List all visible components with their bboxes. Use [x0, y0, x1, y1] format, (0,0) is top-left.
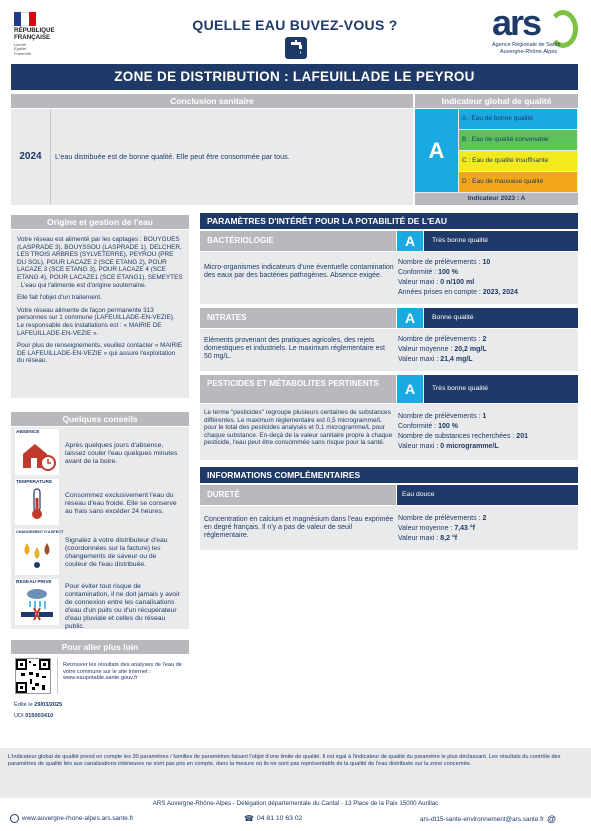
bacterio-title: BACTÉRIOLOGIE [200, 231, 396, 251]
durete-desc: Concentration en calcium et magnésium dans l'eau exprimée en degré français. Il n'y a pas de valeur de seuil réglementaire. [204, 516, 394, 540]
bacterio-desc: Micro-organismes indicateurs d'une éventuelle contamination des eaux par des bactéries pathogènes. Absence exigée. [204, 264, 394, 280]
motto-2: Égalité [14, 46, 27, 52]
metric-row: Valeur maxi : 21,4 mg/L [398, 356, 473, 363]
nitrates-grade-label: Bonne qualité [424, 308, 578, 328]
conseil-temperature [15, 479, 187, 527]
pipe-icon: RESEAU PRIVE [15, 579, 59, 625]
global-grade: A [415, 109, 458, 192]
origine-p3: Votre réseau alimente de façon permanente 313 personnes sur 1 commune (LAFEUILLADE-EN-VEZIE). Le responsable des installations est : « MAIRIE DE LAFEUILLADE-EN-VEZIE ». [17, 306, 175, 337]
indicator-box [415, 109, 578, 205]
globe-icon [10, 814, 19, 823]
bacterio-body [200, 252, 578, 304]
nitrates-metrics [398, 335, 576, 365]
legend-d: D : Eau de mauvaise qualité [459, 172, 577, 192]
parametres-header: PARAMÈTRES D'INTÉRÊT POUR LA POTABILITÉ DE L'EAU [200, 213, 578, 229]
pesticides-grade: A [397, 375, 423, 403]
metric-row: Valeur moyenne : 7,43 °f [398, 525, 476, 532]
metric-row: Valeur maxi : 0 n/100 ml [398, 279, 475, 286]
republique-line2: FRANÇAISE [14, 33, 51, 41]
plus-loin-box [11, 656, 189, 696]
infos-header: INFORMATIONS COMPLÉMENTAIRES [200, 467, 578, 483]
pesticides-title: PESTICIDES ET MÉTABOLITES PERTINENTS [200, 375, 396, 403]
plus-loin-text: Retrouver les résultats des analyses de l'eau de votre commune sur le site Internet : www.eaupotable.sante.gouv.fr [57, 658, 187, 694]
ars-logo-text: ars [492, 2, 541, 43]
metric-row: Conformité : 100 % [398, 269, 458, 276]
pesticides-metrics [398, 412, 576, 452]
motto-1: Liberté [14, 41, 27, 47]
footer-address: ARS Auvergne-Rhône-Alpes - Délégation départementale du Cantal - 13 Place de la Paix 15000 Aurillac [152, 800, 439, 807]
indicator-footer: Indicateur 2023 : A [415, 193, 578, 205]
conseil-temperature-text: Consommez exclusivement l'eau du réseau d'eau froide. Elle se conserve au frais sans excéder 24 heures. [65, 492, 177, 515]
conseils-header: Quelques conseils [11, 412, 189, 426]
durete-body [200, 506, 578, 550]
conseil-aspect [15, 529, 187, 577]
origine-p4: Pour plus de renseignements, veuillez contacter « MAIRIE DE LAFEUILLADE-EN-VEZIE » qui assure l'exploitation du réseau. [17, 342, 183, 365]
republique-line1: RÉPUBLIQUE [14, 27, 55, 34]
indicator-header: Indicateur global de qualité [415, 94, 578, 108]
conclusion-year: 2024 [11, 109, 51, 205]
durete-grade-label: Eau douce [397, 485, 578, 505]
metric-row: Nombre de prélèvements : 2 [398, 336, 487, 343]
metric-row: Conformité : 100 % [398, 423, 458, 430]
zone-title: ZONE DE DISTRIBUTION : LAFEUILLADE LE PEYROU [11, 64, 578, 90]
bacterio-grade: A [397, 231, 423, 251]
origine-header: Origine et gestion de l'eau [11, 215, 189, 229]
ars-line2: Auvergne-Rhône-Alpes [500, 49, 558, 55]
footnote-text: L'indicateur global de qualité prend en compte les 30 paramètres / familles de paramètres faisant l'objet d'une limite de qualité. Il est égal à l'indicateur de qualité du paramètre le plus déclassant. Les résultats du contrôle des paramètres de qualité liés aux canalisations intérieures ne sont pas pris en compte, dans la mesure où ils ne sont pas représentatifs de la qualité de l'eau distribuée sur la zone concernée. [8, 754, 561, 767]
at-icon: @ [547, 814, 556, 824]
conseil-reseau [15, 579, 187, 630]
water-drops-icon: CHANGEMENT D'ASPECT [15, 529, 59, 575]
ars-logo [492, 2, 578, 64]
conseil-aspect-text: Signalez à votre distributeur d'eau (coordonnées sur la facture) les changements de saveur ou de couleur de l'eau distribuée. [65, 537, 168, 568]
edition-date: Édité le 29/03/2025 [14, 702, 63, 708]
udi: UDI 015003410 [14, 713, 54, 719]
metric-row: Nombre de prélèvements : 10 [398, 259, 491, 266]
conseils-box [11, 427, 189, 629]
plus-loin-header: Pour aller plus loin [11, 640, 189, 654]
metric-row: Nombre de prélèvements : 2 [398, 515, 487, 522]
republique-logo [14, 12, 74, 62]
durete-metrics [398, 514, 576, 544]
legend-a: A : Eau de bonne qualité [459, 109, 577, 129]
conseil-absence-text: Après quelques jours d'absence, laissez couler l'eau quelques minutes avant de la boire. [65, 442, 178, 465]
motto-3: Fraternité [14, 50, 32, 56]
marianne-icon [14, 12, 36, 26]
conseil-absence [15, 429, 187, 477]
thermometer-icon: TEMPERATURE [15, 479, 59, 525]
nitrates-title: NITRATES [200, 308, 396, 328]
origine-p1: Votre réseau est alimenté par les captages : BOUYGUES (LASPRADE 3), BOUYSSOU (LASPRADE 1), DELCHER, LES TROIS ARBRES (SYLVETERRE), PEYROU (PRE DU SOL), POUR LACAZE 2 (SCE ETANG 2), POUR LACAZE 3 (SCE ETANG 3), POUR LACAZE 4 (SCE ETANG 4), POUR LACAZE1 (SCE ETANG1), SEMEYTES . L'eau qui l'alimente est d'origine souterraine. [17, 236, 183, 289]
bacterio-metrics [398, 258, 576, 298]
qr-code-icon[interactable] [15, 658, 51, 694]
conseil-reseau-text: Pour éviter tout risque de contamination, il ne doit jamais y avoir de connexion entre les canalisations d'eau d'un puits ou d'un récupérateur d'eau pluviale et celles du réseau public. [65, 583, 180, 630]
metric-row: Valeur maxi : 8,2 °f [398, 535, 458, 542]
pesticides-desc: Le terme "pesticides" regroupe plusieurs centaines de substances différentes. Le maximum réglementaire est 0,5 microgramme/L pour le total des pesticides analysés et 0,1 microgramme/L pour chaque substance. En-deçà de la valeur sanitaire propre à chaque pesticide, l'eau peut être consommée sans risque pour la santé. [204, 409, 393, 447]
website-link[interactable]: www.auvergne-rhone-alpes.ars.sante.fr [22, 815, 134, 822]
page-title: QUELLE EAU BUVEZ-VOUS ? [192, 17, 398, 33]
nitrates-body [200, 329, 578, 371]
origine-p2: Elle fait l'objet d'un traitement. [17, 294, 102, 302]
origine-box [11, 230, 189, 398]
pesticides-body [200, 404, 578, 460]
ars-line1: Agence Régionale de Santé [492, 42, 561, 48]
footnote [0, 748, 591, 798]
conclusion-text: L'eau distribuée est de bonne qualité. Elle peut être consommée par tous. [55, 152, 290, 161]
legend-c: C : Eau de qualité insuffisante [459, 151, 577, 171]
footer-email[interactable] [420, 814, 556, 824]
faucet-icon [285, 37, 307, 59]
absence-icon: ABSENCE [15, 429, 59, 475]
nitrates-desc: Eléments provenant des pratiques agricoles, des rejets domestiques et industriels. Le maximum réglementaire est 50 mg/L. [204, 337, 385, 361]
pesticides-grade-label: Très bonne qualité [424, 375, 578, 403]
phone-icon: ☎ [244, 814, 254, 823]
email-link[interactable]: ars-dt15-sante-environnement@ars.sante.fr [420, 815, 545, 823]
footer-phone [244, 814, 302, 823]
conclusion-box [11, 109, 413, 205]
metric-row: Nombre de substances recherchées : 201 [398, 433, 528, 440]
bacterio-grade-label: Très bonne qualité [424, 231, 578, 251]
phone-number: 04 81 10 63 02 [256, 815, 303, 822]
footer-website[interactable] [10, 814, 134, 823]
metric-row: Valeur maxi : 0 microgramme/L [398, 443, 499, 450]
metric-row: Nombre de prélèvements : 1 [398, 413, 487, 420]
durete-title: DURETÉ [200, 485, 396, 505]
legend-b: B : Eau de qualité convenable [459, 130, 577, 150]
metric-row: Années prises en compte : 2023, 2024 [398, 289, 518, 296]
nitrates-grade: A [397, 308, 423, 328]
conclusion-header: Conclusion sanitaire [11, 94, 413, 108]
metric-row: Valeur moyenne : 20,2 mg/L [398, 346, 487, 353]
